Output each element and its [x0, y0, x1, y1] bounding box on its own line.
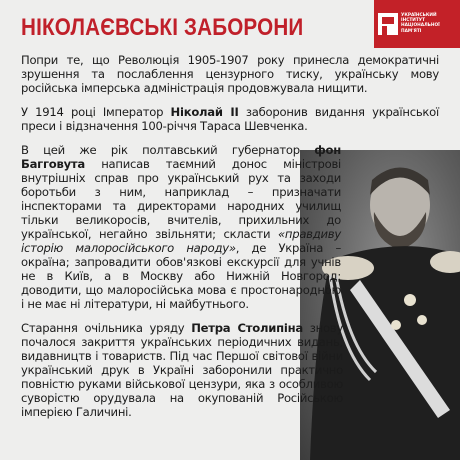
logo-line: ПАМ'ЯТІ	[401, 28, 422, 34]
logo-line: УКРАЇНСЬКИЙ	[401, 13, 437, 18]
quoted-history-title: «правдиву історію малоросійського народу»	[21, 227, 341, 255]
paragraph-4-text-end: знову почалося закриття українських періодичних видань, видавництв і товариств. Під час Першої світової війни український друк в Україні заборонили практично повністю руками військової цензури, яка з особливою суворістю орудувала на окупованій Російською імперією Галичині.	[21, 321, 344, 419]
institute-logo	[374, 0, 460, 48]
paragraph-2-text-end: заборонив видання української преси і відзначення 100-річчя Тараса Шевченка.	[21, 105, 439, 133]
logo-text	[401, 13, 459, 34]
logo-mark-icon	[378, 13, 398, 35]
emperor-name: Ніколай II	[170, 105, 239, 119]
governor-name: фон Багговута	[21, 143, 341, 171]
page-title: НІКОЛАЄВСЬКІ ЗАБОРОНИ	[21, 14, 304, 41]
paragraph-3-text-mid: написав таємний донос міністрові внутрішніх справ про український рух та заходи боротьби з ним, наприклад – призначати інспекторами та директорами народних училищ тільки великоросів, вчителів, прихильних до української, негайно звільняти; скласти	[21, 157, 341, 241]
logo-line: ІНСТИТУТ	[401, 18, 426, 24]
paragraph-1	[21, 53, 439, 95]
article-body	[21, 53, 439, 419]
paragraph-2-text: У 1914 році Імператор	[21, 105, 171, 119]
logo-line: НАЦІОНАЛЬНОЇ	[401, 23, 440, 29]
paragraph-1-text: Попри те, що Революція 1905-1907 року принесла демократичні зрушення та послаблення цензурного тиску, українську мову російська імперська адміністрація продовжувала нищити.	[21, 53, 439, 95]
paragraph-4-text: Старання очільника уряду	[21, 321, 192, 335]
paragraph-3-text-end: , де Україна – окраїна; запровадити обов'язкові екскурсії для учнів не в Київ, а в Москву або Нижній Новгород; доводити, що малоросійська мова є простонародною і не має ні літератури, ні майбутнього.	[21, 241, 341, 311]
paragraph-4	[21, 321, 343, 419]
paragraph-2	[21, 105, 439, 133]
paragraph-3-text: В цей же рік полтавський губернатор	[21, 143, 315, 157]
paragraph-3	[21, 143, 341, 311]
stolypin-name: Петра Столипіна	[191, 321, 303, 335]
